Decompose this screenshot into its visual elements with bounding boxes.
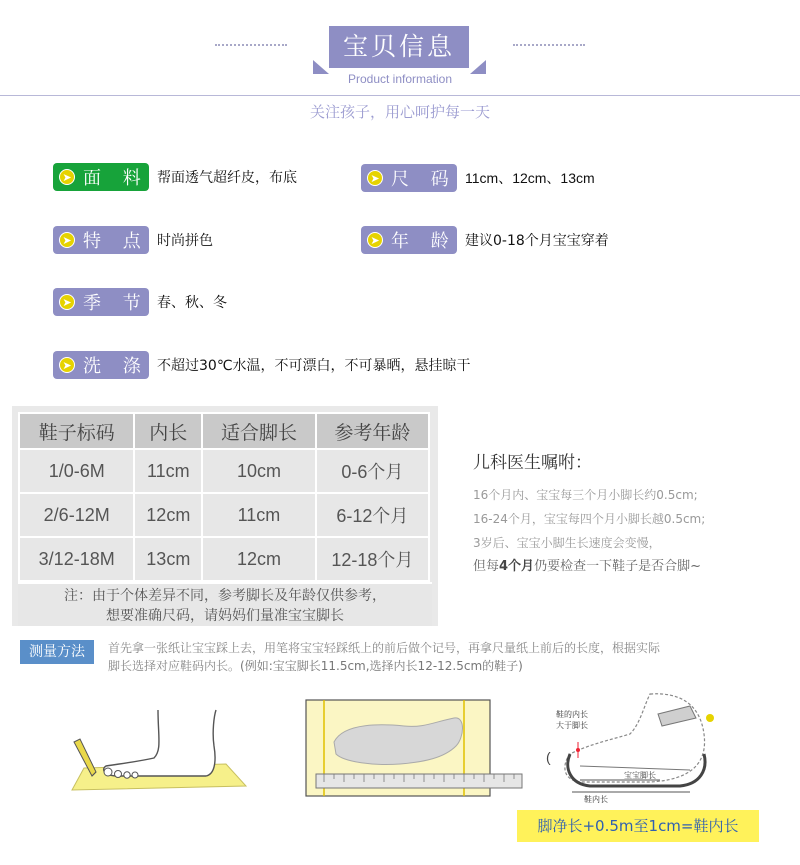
table-cell: 11cm (202, 493, 315, 537)
table-cell: 0-6个月 (316, 449, 429, 493)
table-cell: 12-18个月 (316, 537, 429, 581)
size-formula: 脚净长+0.5m至1cm=鞋内长 (517, 810, 759, 842)
attr-value: 11cm、12cm、13cm (465, 170, 595, 186)
measure-example: (例如:宝宝脚长11.5cm,选择内长12-12.5cm的鞋子) (240, 659, 523, 673)
label-bigger: 大于脚长 (556, 721, 588, 730)
measure-method-badge: 测量方法 (20, 640, 94, 664)
table-cell: 2/6-12M (19, 493, 134, 537)
tag-label: 季 节 (83, 293, 149, 314)
footprint-ruler-illustration (304, 698, 528, 802)
section-subtitle: Product information (347, 72, 453, 86)
header-banner (0, 0, 800, 100)
tag-label: 年 龄 (391, 231, 457, 252)
advice-text: 但每 (473, 559, 500, 574)
measure-instructions (108, 639, 788, 675)
label-shoe-length: 鞋内长 (584, 795, 608, 804)
column-header: 参考年龄 (316, 413, 429, 449)
size-note-line: 注：由于个体差异不同，参考脚长及年龄仅供参考， (64, 588, 386, 604)
tag-washing (53, 351, 149, 379)
measure-line (108, 657, 788, 675)
table-cell: 3/12-18M (19, 537, 134, 581)
label-inner-length: 鞋的内长 (556, 710, 588, 719)
shoe-crosssection-illustration (540, 684, 740, 808)
attr-feature (53, 226, 213, 254)
tag-material (53, 163, 149, 191)
attr-value: 时尚拼色 (157, 233, 213, 249)
attr-value: 帮面透气超纤皮，布底 (157, 170, 297, 186)
size-note-line: 想要准确尺码，请妈妈们量准宝宝脚长 (106, 608, 344, 624)
tag-label: 特 点 (83, 231, 149, 252)
advice-heading: 儿科医生嘱咐： (473, 453, 592, 473)
size-note (18, 582, 432, 626)
attr-value: 不超过30℃水温，不可漂白，不可暴晒，悬挂晾干 (157, 358, 471, 374)
section-title: 宝贝信息 (329, 26, 469, 68)
tag-season (53, 288, 149, 316)
attr-size (361, 164, 595, 192)
attr-value: 建议0-18个月宝宝穿着 (465, 233, 609, 249)
label-foot-length: 宝宝脚长 (624, 771, 656, 780)
attr-material (53, 163, 297, 191)
advice-line: 16个月内、宝宝每三个月小脚长约0.5cm; (473, 488, 698, 502)
table-cell: 13cm (134, 537, 202, 581)
attr-value: 春、秋、冬 (157, 295, 227, 311)
advice-emphasis: 4个月 (499, 559, 535, 574)
attr-washing (53, 351, 471, 379)
table-cell: 12cm (134, 493, 202, 537)
table-cell: 12cm (202, 537, 315, 581)
arrow-icon: ➤ (59, 232, 75, 248)
attr-season (53, 288, 227, 316)
table-cell: 10cm (202, 449, 315, 493)
advice-line: 16-24个月，宝宝每四个月小脚长越0.5cm; (473, 512, 706, 526)
size-table (18, 412, 430, 582)
advice-line-last (473, 555, 793, 579)
tag-label: 洗 涤 (83, 356, 149, 377)
table-cell: 1/0-6M (19, 449, 134, 493)
table-row (19, 493, 429, 537)
slogan: 关注孩子，用心呵护每一天 (309, 103, 490, 121)
table-header-row (19, 413, 429, 449)
attr-age (361, 226, 609, 254)
advice-text: 仍要检查一下鞋子是否合脚~ (534, 559, 701, 574)
tag-label: 尺 码 (391, 169, 457, 190)
tag-size (361, 164, 457, 192)
header-divider (0, 95, 800, 96)
arrow-icon: ➤ (59, 294, 75, 310)
arrow-icon: ➤ (367, 170, 383, 186)
foot-on-paper-illustration (66, 706, 250, 792)
tag-label: 面 料 (83, 168, 149, 189)
svg-text:(: ( (546, 749, 551, 765)
measure-line: 首先拿一张纸让宝宝踩上去，用笔将宝宝轻踩纸上的前后做个记号，再拿尺量纸上前后的长度，根据实际 (108, 641, 661, 655)
decor-dots-right (513, 44, 585, 46)
tag-age (361, 226, 457, 254)
arrow-icon: ➤ (59, 169, 75, 185)
column-header: 内长 (134, 413, 202, 449)
table-cell: 11cm (134, 449, 202, 493)
table-row (19, 449, 429, 493)
column-header: 鞋子标码 (19, 413, 134, 449)
size-table-panel (12, 406, 438, 626)
advice-line: 3岁后、宝宝小脚生长速度会变慢， (473, 536, 661, 550)
doctor-advice (473, 448, 793, 579)
arrow-icon: ➤ (59, 357, 75, 373)
decor-dots-left (215, 44, 287, 46)
measure-text: 脚长选择对应鞋码内长。 (108, 659, 241, 673)
table-row (19, 537, 429, 581)
arrow-icon: ➤ (367, 232, 383, 248)
table-cell: 6-12个月 (316, 493, 429, 537)
column-header: 适合脚长 (202, 413, 315, 449)
tag-feature (53, 226, 149, 254)
